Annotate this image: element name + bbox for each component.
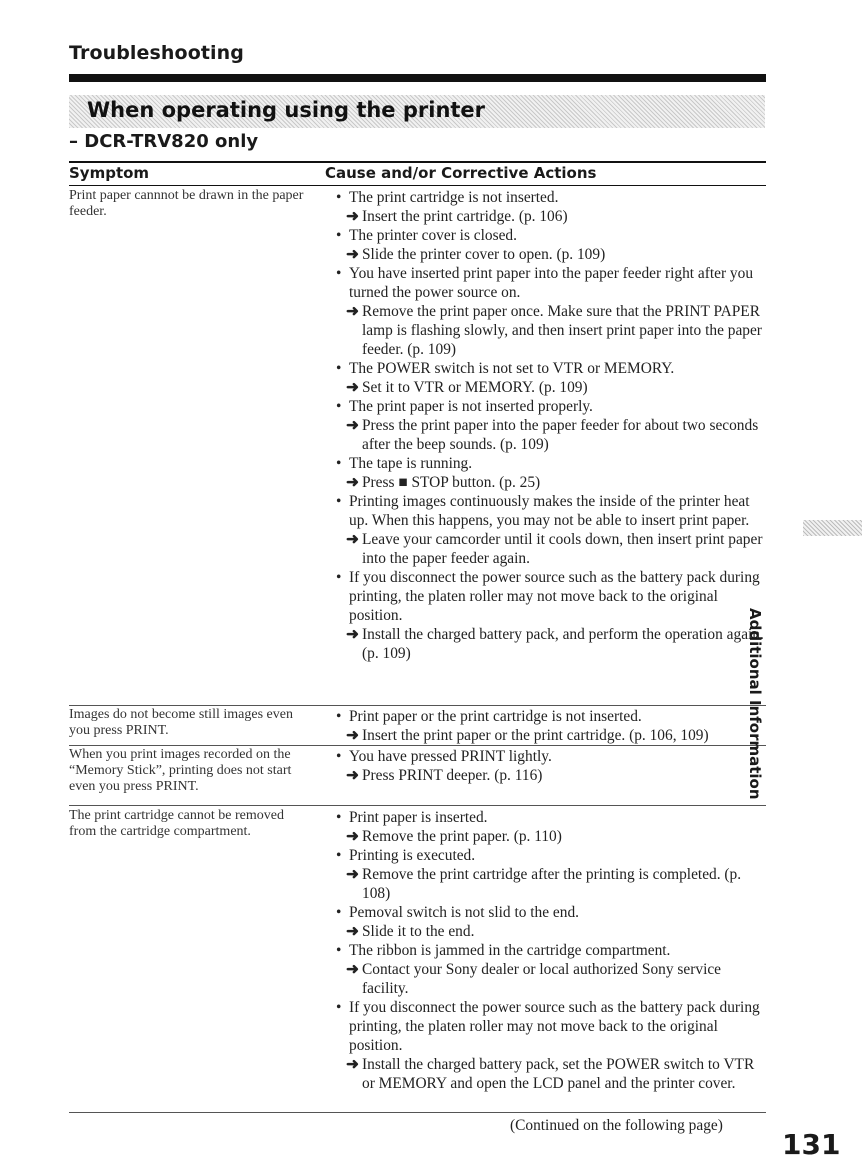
page-title: Troubleshooting — [69, 42, 244, 64]
action-item: ➜ Insert the print cartridge. (p. 106) — [346, 208, 568, 225]
arrow-icon: ➜ — [346, 246, 359, 263]
cause-cell — [334, 188, 766, 663]
footer-rule — [69, 1112, 766, 1113]
action-item: ➜ Slide it to the end. — [346, 923, 475, 940]
column-header-symptom: Symptom — [69, 164, 150, 182]
cause-cell — [334, 808, 766, 1093]
action-item: ➜ Press PRINT deeper. (p. 116) — [346, 767, 543, 784]
cause-item: • Print paper is inserted. — [334, 808, 766, 827]
action-item: ➜ Press ■ STOP button. (p. 25) — [346, 474, 541, 491]
arrow-icon: ➜ — [346, 923, 359, 940]
section-title: When operating using the printer — [87, 98, 486, 122]
cause-cell — [334, 707, 766, 745]
row-rule — [69, 705, 766, 706]
arrow-icon: ➜ — [346, 866, 359, 883]
row-rule — [69, 805, 766, 806]
cause-item: • If you disconnect the power source such as the battery pack during printing, the platen roller may not move back to the original position. — [334, 568, 766, 625]
arrow-icon: ➜ — [346, 417, 359, 434]
cause-item: • You have pressed PRINT lightly. — [334, 747, 766, 766]
arrow-icon: ➜ — [346, 1056, 359, 1073]
table-header-rule — [69, 185, 766, 186]
arrow-icon: ➜ — [346, 626, 359, 643]
side-tab — [744, 608, 764, 798]
page-number: 131 — [782, 1128, 841, 1161]
cause-item: • The tape is running. — [334, 454, 766, 473]
cause-item: • The print paper is not inserted properly. — [334, 397, 766, 416]
cause-item: • If you disconnect the power source such as the battery pack during printing, the platen roller may not move back to the original position. — [334, 998, 766, 1055]
action-item: ➜ Slide the printer cover to open. (p. 109) — [346, 246, 606, 263]
symptom-cell: Images do not become still images even you press PRINT. — [69, 707, 293, 739]
cause-item: • Printing is executed. — [334, 846, 766, 865]
action-item: ➜ Insert the print paper or the print cartridge. (p. 106, 109) — [346, 727, 709, 744]
symptom-cell: Print paper cannnot be drawn in the paper feeder. — [69, 188, 304, 220]
action-item: ➜ Set it to VTR or MEMORY. (p. 109) — [346, 379, 588, 396]
row-rule — [69, 745, 766, 746]
cause-item: • Print paper or the print cartridge is not inserted. — [334, 707, 766, 726]
section-banner — [69, 95, 765, 128]
arrow-icon: ➜ — [346, 303, 359, 320]
symptom-cell: The print cartridge cannot be removed from the cartridge compartment. — [69, 808, 284, 840]
arrow-icon: ➜ — [346, 961, 359, 978]
action-item: ➜ Remove the print paper. (p. 110) — [346, 828, 562, 845]
action-item: ➜ Install the charged battery pack, and perform the operation again.(p. 109) — [346, 626, 764, 662]
cause-item: • The printer cover is closed. — [334, 226, 766, 245]
arrow-icon: ➜ — [346, 474, 359, 491]
action-item: ➜ Install the charged battery pack, set the POWER switch to VTR or MEMORY and open the LCD panel and the printer cover. — [346, 1056, 755, 1092]
arrow-icon: ➜ — [346, 379, 359, 396]
arrow-icon: ➜ — [346, 531, 359, 548]
cause-item: • The print cartridge is not inserted. — [334, 188, 766, 207]
action-item: ➜ Remove the print cartridge after the printing is completed. (p. 108) — [346, 866, 742, 902]
subtitle-rule — [69, 161, 766, 163]
cause-item: • The ribbon is jammed in the cartridge compartment. — [334, 941, 766, 960]
cause-item: • Pemoval switch is not slid to the end. — [334, 903, 766, 922]
header-rule — [69, 74, 766, 82]
action-item: ➜ Contact your Sony dealer or local authorized Sony service facility. — [346, 961, 722, 997]
cause-item: • Printing images continuously makes the inside of the printer heat up. When this happens, you may not be able to insert print paper. — [334, 492, 766, 530]
column-header-cause: Cause and/or Corrective Actions — [325, 164, 597, 182]
cause-item: • You have inserted print paper into the paper feeder right after you turned the power source on. — [334, 264, 766, 302]
symptom-cell: When you print images recorded on the “Memory Stick”, printing does not start even you press PRINT. — [69, 747, 292, 795]
side-tab-marker — [803, 520, 862, 536]
action-item: ➜ Remove the print paper once. Make sure that the PRINT PAPER lamp is flashing slowly, and then insert print paper into the paper feeder. (p. 109) — [346, 303, 762, 358]
side-tab-label: Additional Information — [746, 608, 764, 800]
cause-cell — [334, 747, 766, 785]
section-subtitle: – DCR-TRV820 only — [69, 131, 259, 152]
action-item: ➜ Press the print paper into the paper feeder for about two seconds after the beep sounds. (p. 109) — [346, 417, 759, 453]
action-item: ➜ Leave your camcorder until it cools down, then insert print paper into the paper feeder again. — [346, 531, 763, 567]
arrow-icon: ➜ — [346, 208, 359, 225]
arrow-icon: ➜ — [346, 727, 359, 744]
continued-note: (Continued on the following page) — [510, 1117, 723, 1134]
cause-item: • The POWER switch is not set to VTR or MEMORY. — [334, 359, 766, 378]
arrow-icon: ➜ — [346, 767, 359, 784]
arrow-icon: ➜ — [346, 828, 359, 845]
